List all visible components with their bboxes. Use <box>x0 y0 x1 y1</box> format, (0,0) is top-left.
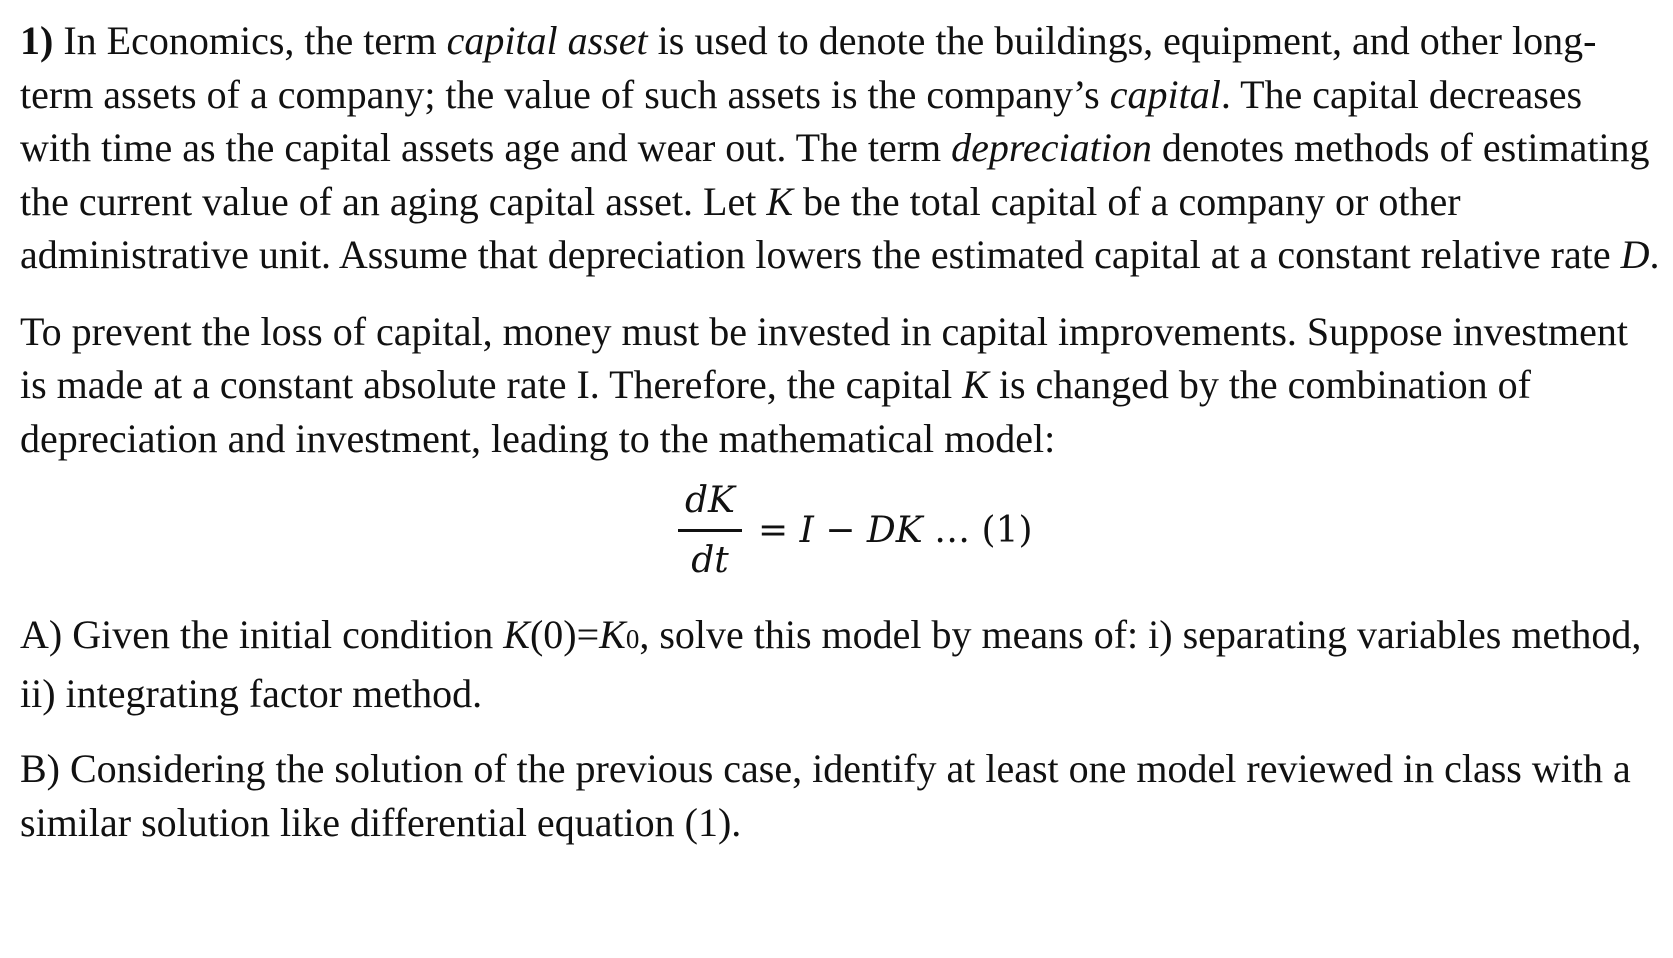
question-number: 1) <box>20 18 54 63</box>
equation-number: … (1) <box>922 510 1033 551</box>
term-depreciation: depreciation <box>951 125 1152 170</box>
problem-intro <box>20 14 1660 282</box>
variable-k0: K <box>599 612 626 657</box>
equation-right-side <box>758 506 1033 556</box>
fraction-denominator: dt <box>691 540 729 581</box>
part-a <box>20 608 1660 720</box>
part-b: B) Considering the solution of the previous case, identify at least one model reviewed in class with a similar solution like differential equation (1). <box>20 746 1631 845</box>
investment-text: is changed by the combination of depreciation and investment, leading to the mathematical model: <box>20 362 1531 461</box>
fraction-bar <box>678 529 742 532</box>
variable-k: K <box>962 362 989 407</box>
variable-k: K <box>503 612 530 657</box>
subscript-zero: 0 <box>625 624 640 654</box>
investment-paragraph <box>20 305 1660 466</box>
intro-text: be the total capital of a company or other administrative unit. Assume that depreciation lowers the estimated capital at a constant relative rate <box>20 178 1621 277</box>
variable-k: K <box>766 178 794 224</box>
part-a-text: (0)= <box>529 612 600 657</box>
intro-text: denotes methods of estimating the current value of an aging capital asset. Let <box>20 125 1650 224</box>
derivative-fraction <box>678 476 742 586</box>
part-a-text: , solve this model by means of: i) separating variables method, ii) integrating factor method. <box>20 612 1642 716</box>
variable-d: D <box>1620 232 1650 277</box>
part-a-text: A) Given the initial condition <box>20 612 504 657</box>
intro-text: In Economics, the term <box>53 18 447 63</box>
fraction-numerator: dK <box>685 480 735 521</box>
differential-equation <box>20 476 1660 594</box>
intro-text: . <box>1649 232 1660 277</box>
investment-text: To prevent the loss of capital, money must be invested in capital improvements. Suppose investment is made at a constant absolute rate I. Therefore, the capital <box>20 308 1628 407</box>
intro-text: is used to denote the buildings, equipment, and other long-term assets of a company; the value of such assets is the company’s <box>20 18 1597 117</box>
problem-document <box>20 14 1660 849</box>
intro-text: . The capital decreases with time as the capital assets age and wear out. The term <box>20 71 1583 170</box>
equation-expression: = I − DK <box>758 510 923 551</box>
term-capital-asset: capital asset <box>446 18 648 63</box>
term-capital: capital <box>1109 71 1221 117</box>
